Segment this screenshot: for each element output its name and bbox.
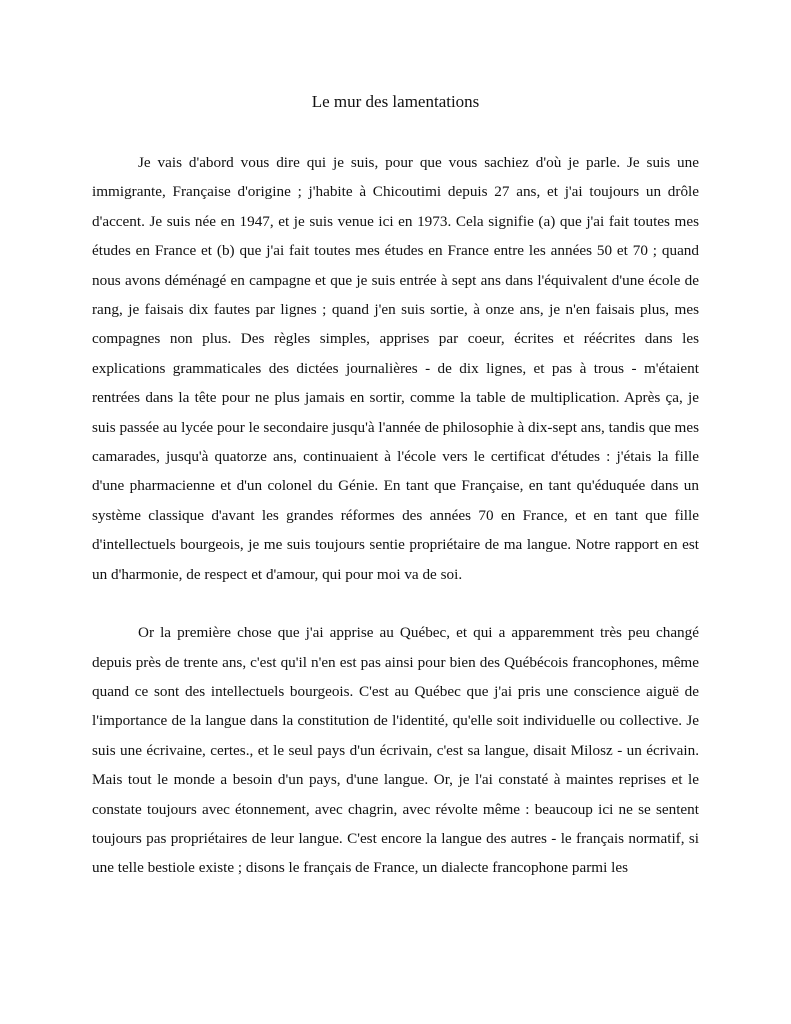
document-title: Le mur des lamentations <box>311 92 480 111</box>
document-body <box>92 148 699 883</box>
paragraph-2: Or la première chose que j'ai apprise au Québec, et qui a apparemment très peu changé depuis près de trente ans, c'est qu'il n'en est pas ainsi pour bien des Québécois francophones, même quand ce sont des intellectuels bourgeois. C'est au Québec que j'ai pris une conscience aiguë de l'importance de la langue dans la constitution de l'identité, qu'elle soit individuelle ou collective. Je suis une écrivaine, certes., et le seul pays d'un écrivain, c'est sa langue, disait Milosz - un écrivain. Mais tout le monde a besoin d'un pays, d'une langue. Or, je l'ai constaté à maintes reprises et le constate toujours avec étonnement, avec chagrin, avec révolte même : beaucoup ici ne se sentent toujours pas propriétaires de leur langue. C'est encore la langue des autres - le français normatif, si une telle bestiole existe ; disons le français de France, un dialecte francophone parmi les <box>92 624 699 877</box>
paragraph-1: Je vais d'abord vous dire qui je suis, pour que vous sachiez d'où je parle. Je suis une immigrante, Française d'origine ; j'habite à Chicoutimi depuis 27 ans, et j'ai toujours un drôle d'accent. Je suis née en 1947, et je suis venue ici en 1973. Cela signifie (a) que j'ai fait toutes mes études en France et (b) que j'ai fait toutes mes études en France entre les années 50 et 70 ; quand nous avons déménagé en campagne et que je suis entrée à sept ans dans l'équivalent d'une école de rang, je faisais dix fautes par lignes ; quand j'en suis sortie, à onze ans, je n'en faisais plus, mes compagnes non plus. Des règles simples, apprises par coeur, écrites et réécrites dans les explications grammaticales des dictées journalières - de dix lignes, et pas à trous - m'étaient rentrées dans la tête pour ne plus jamais en sortir, comme la table de multiplication. Après ça, je suis passée au lycée pour le secondaire jusqu'à l'année de philosophie à dix-sept ans, tandis que mes camarades, jusqu'à quatorze ans, continuaient à l'école vers le certificat d'études : j'étais la fille d'une pharmacienne et d'un colonel du Génie. En tant que Française, en tant qu'éduquée dans un système classique d'avant les grandes réformes des années 70 en France, et en tant que fille d'intellectuels bourgeois, je me suis toujours sentie propriétaire de ma langue. Notre rapport en est un d'harmonie, de respect et d'amour, qui pour moi va de soi. <box>92 154 699 583</box>
